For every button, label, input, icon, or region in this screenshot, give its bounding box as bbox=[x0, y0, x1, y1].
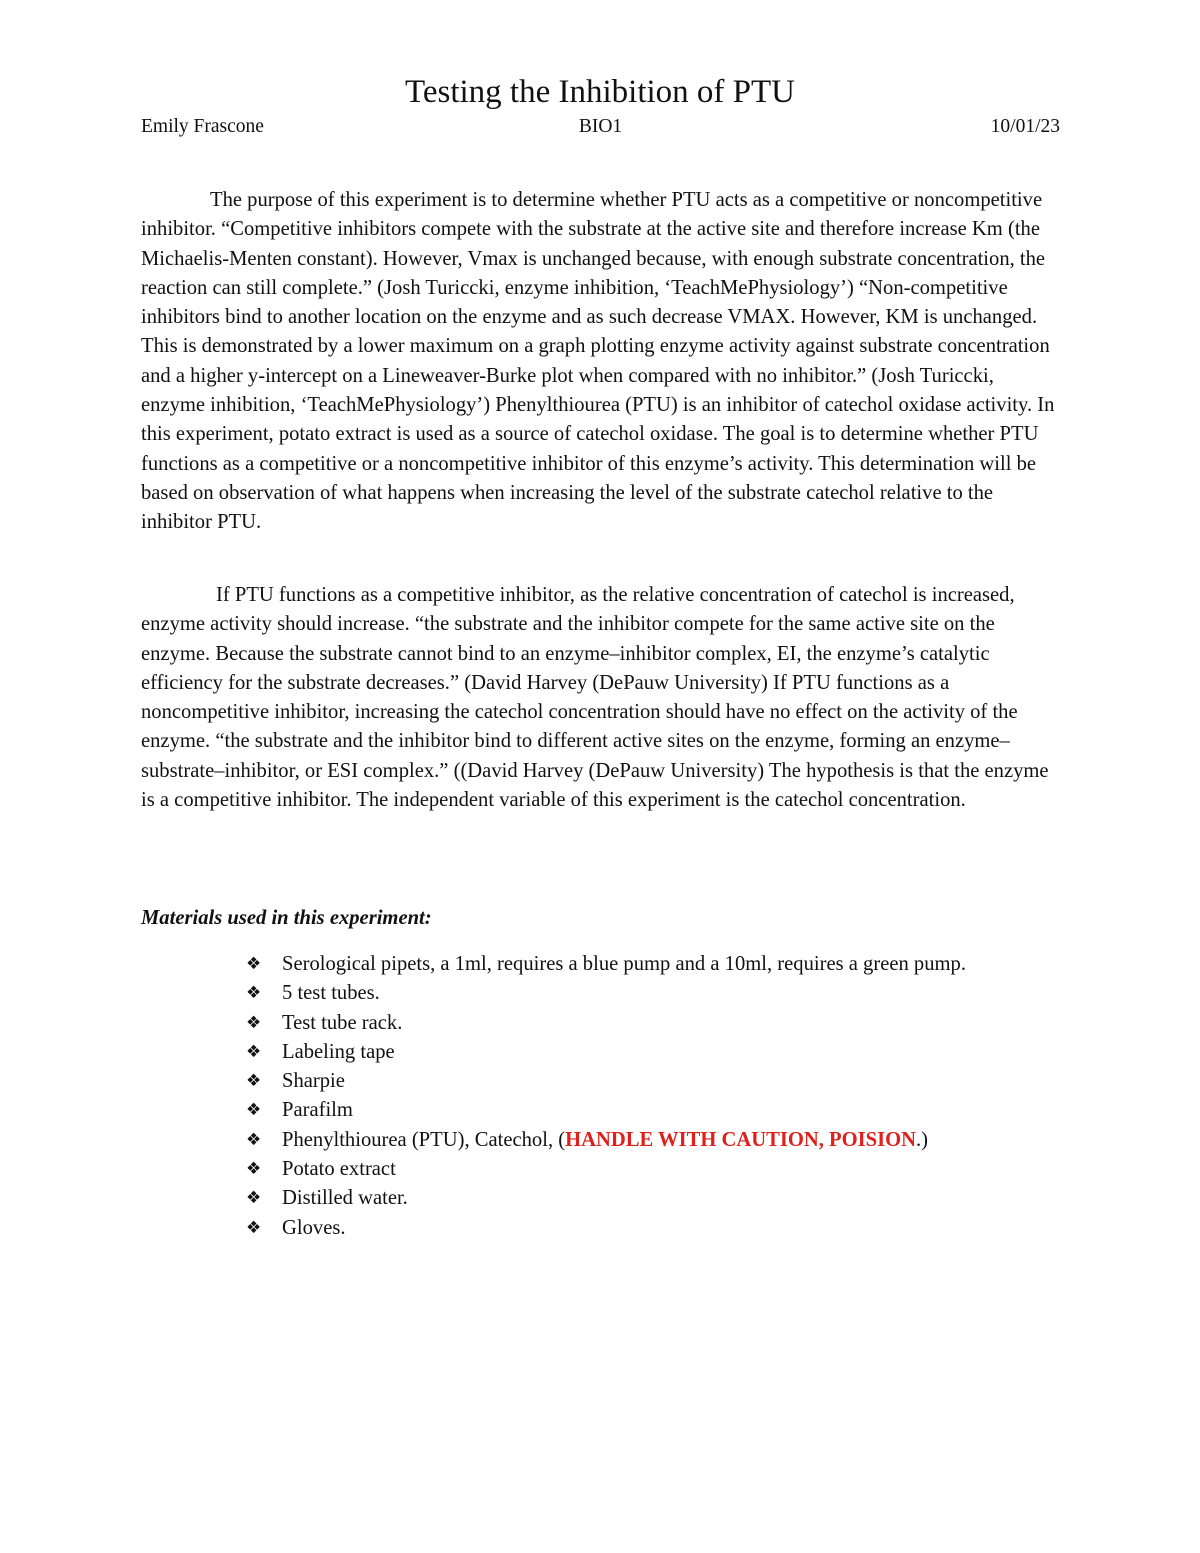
diamond-bullet-icon: ❖ bbox=[246, 1129, 262, 1150]
document-date: 10/01/23 bbox=[990, 116, 1060, 137]
list-item bbox=[246, 950, 1046, 979]
list-item-text: 5 test tubes. bbox=[282, 982, 380, 1005]
list-item bbox=[246, 1184, 1046, 1213]
list-item-text: Sharpie bbox=[282, 1070, 345, 1093]
diamond-bullet-icon: ❖ bbox=[246, 1159, 262, 1180]
list-item-text: Phenylthiourea (PTU), Catechol, ( bbox=[282, 1128, 566, 1151]
list-item bbox=[246, 1038, 1046, 1067]
document-title: Testing the Inhibition of PTU bbox=[405, 74, 795, 110]
diamond-bullet-icon: ❖ bbox=[246, 1012, 262, 1033]
diamond-bullet-icon: ❖ bbox=[246, 983, 262, 1004]
materials-list bbox=[246, 950, 1046, 1243]
hypothesis-paragraph: If PTU functions as a competitive inhibitor, as the relative concentration of catechol is increased, enzyme activity should increase. “the substrate and the inhibitor compete for the same active site on the enzyme. Because the substrate cannot bind to an enzyme–inhibitor complex, EI, the enzyme’s catalytic efficiency for the substrate decreases.” (David Harvey (DePauw University) If PTU functions as a noncompetitive inhibitor, increasing the catechol concentration should have no effect on the activity of the enzyme. “the substrate and the inhibitor bind to different active sites on the enzyme, forming an enzyme–substrate–inhibitor, or ESI complex.” ((David Harvey (DePauw University) The hypothesis is that the enzyme is a competitive inhibitor. The independent variable of this experiment is the catechol concentration. bbox=[141, 584, 1049, 812]
diamond-bullet-icon: ❖ bbox=[246, 1188, 262, 1209]
list-item bbox=[246, 1009, 1046, 1038]
list-item-text: Serological pipets, a 1ml, requires a blue pump and a 10ml, requires a green pump. bbox=[282, 953, 966, 975]
diamond-bullet-icon: ❖ bbox=[246, 1041, 262, 1062]
list-item-text: Test tube rack. bbox=[282, 1011, 403, 1034]
list-item bbox=[246, 1067, 1046, 1096]
header-meta-row bbox=[141, 113, 1060, 141]
materials-heading: Materials used in this experiment: bbox=[141, 907, 432, 929]
list-item-text: Labeling tape bbox=[282, 1040, 395, 1063]
list-item bbox=[246, 1155, 1046, 1184]
list-item-text-end: .) bbox=[916, 1128, 929, 1151]
list-item bbox=[246, 1214, 1046, 1243]
diamond-bullet-icon: ❖ bbox=[246, 954, 262, 974]
diamond-bullet-icon: ❖ bbox=[246, 1217, 262, 1238]
course-name: BIO1 bbox=[578, 116, 623, 137]
caution-warning-text: HANDLE WITH CAUTION, POISION bbox=[565, 1128, 917, 1151]
diamond-bullet-icon: ❖ bbox=[246, 1100, 262, 1121]
intro-paragraph: The purpose of this experiment is to determine whether PTU acts as a competitive or noncompetitive inhibitor. “Competitive inhibitors compete with the substrate at the active site and therefore increase Km (the Michaelis-Menten constant). However, Vmax is unchanged because, with enough substrate concentration, the reaction can still complete.” (Josh Turiccki, enzyme inhibition, ‘TeachMePhysiology’) “Non-competitive inhibitors bind to another location on the enzyme and as such decrease VMAX. However, KM is unchanged. This is demonstrated by a lower maximum on a graph plotting enzyme activity against substrate concentration and a higher y-intercept on a Lineweaver-Burke plot when compared with no inhibitor.” (Josh Turiccki, enzyme inhibition, ‘TeachMePhysiology’) Phenylthiourea (PTU) is an inhibitor of catechol oxidase activity. In this experiment, potato extract is used as a source of catechol oxidase. The goal is to determine whether PTU functions as a competitive or a noncompetitive inhibitor of this enzyme’s activity. This determination will be based on observation of what happens when increasing the level of the substrate catechol relative to the inhibitor PTU. bbox=[141, 189, 1055, 534]
list-item-text: Gloves. bbox=[282, 1216, 346, 1239]
list-item-text: Parafilm bbox=[282, 1099, 353, 1122]
list-item bbox=[246, 979, 1046, 1008]
list-item bbox=[246, 1096, 1046, 1125]
diamond-bullet-icon: ❖ bbox=[246, 1071, 262, 1092]
list-item-text: Distilled water. bbox=[282, 1187, 408, 1210]
list-item-text: Potato extract bbox=[282, 1158, 396, 1181]
list-item-caution bbox=[246, 1126, 1046, 1155]
author-name: Emily Frascone bbox=[141, 116, 264, 137]
